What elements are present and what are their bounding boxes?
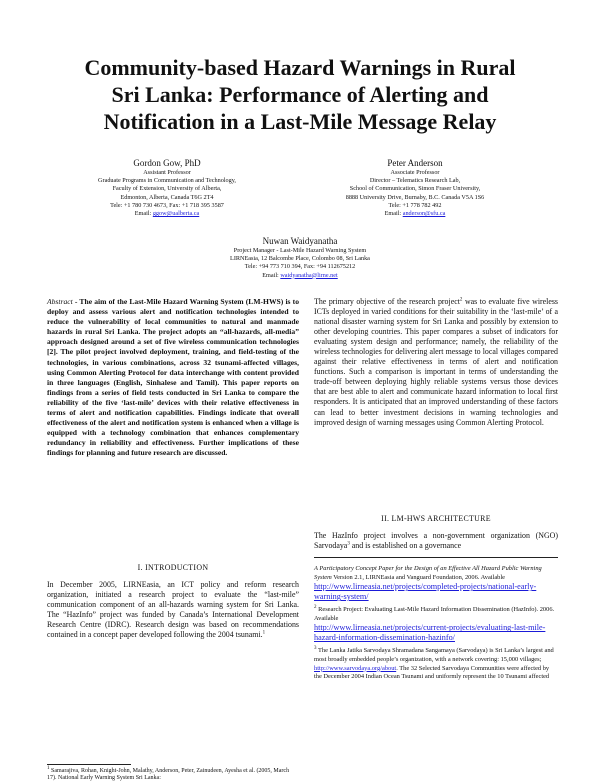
objective-text-b: was to evaluate five wireless ICTs deployed in varied conditions for their suitability in the ‘last-mile’ of a national disaster warning system for Sri Lanka and possibly by extension to other developing countries. This paper compares a subset of indicators for evaluating system design and performance; namely, the reliability of the wireless technologies for delivering alert message to local villages compared against their relative effectiveness in terms of alert and notification functions. Such a comparison is important in terms of understanding the trade-off between deploying highly reliable systems versus those devices that are best able to alert and communicate hazard information to local first responders. It is anticipated that an improved understanding of these factors can lead to better investment decisions in warning technologies and improved design of warning messages using Common Alerting Protocol.: [314, 297, 558, 427]
footnote-marker: 1: [47, 766, 50, 771]
author-faculty: School of Communication, Simon Fraser University,: [349, 185, 481, 193]
author-dept: Director – Telematics Research Lab,: [369, 177, 461, 185]
footnote-rule-left: [47, 764, 131, 765]
author-phone: Tele: +1 778 782 492: [388, 201, 442, 209]
author-email-line: [320, 210, 510, 218]
author-phone: Tele: +1 780 730 4673, Fax: +1 718 395 3587: [110, 201, 224, 209]
footnotes-right: [314, 565, 558, 682]
footnote-3: [314, 647, 558, 681]
footnote-text: Samarajiva, Rohan, Knight-John, Malathy, Anderson, Peter, Zainudeen, Ayesha et al. (2005, March 17). National Early Warning System Sri Lanka:: [47, 768, 290, 782]
architecture-paragraph: [314, 531, 558, 551]
author-role: Associate Professor: [390, 169, 440, 176]
author-dept: Graduate Programs in Communication and Technology,: [98, 177, 236, 185]
footnote-text: . The 32 Selected Sarvodaya Communities were affected by the December 2004 Indian Ocean Tsunami and uniformly represent the 10 Tsunami affected: [314, 664, 550, 681]
author-faculty: Faculty of Extension, University of Alberta,: [112, 185, 222, 193]
author-block-waidyanatha: [195, 235, 405, 280]
footnote-italic-title: A Participatory Concept Paper for the Design of an Effective All Hazard Public Warning System: [314, 565, 542, 581]
footnote-link[interactable]: http://www.lirneasia.net/projects/current-projects/evaluating-last-mile-hazard-information-dissemination-hazinfo/: [314, 623, 546, 643]
objective-paragraph: [314, 297, 558, 428]
footnote-marker: 2: [314, 605, 317, 611]
arch-text-a: The HazInfo project involves a non-government organization (NGO) Sarvodaya: [314, 531, 558, 551]
abstract: [47, 297, 299, 459]
author-name: Peter Anderson: [387, 158, 443, 168]
footnote-marker: 1: [262, 630, 266, 636]
author-email-link[interactable]: ggow@ualberta.ca: [152, 210, 200, 218]
abstract-label: Abstract: [47, 297, 73, 306]
author-address: 8888 University Drive, Burnaby, B.C. Canada V5A 1S6: [345, 193, 485, 201]
title-line-1: Community-based Hazard Warnings in Rural: [84, 55, 516, 80]
footnote-marker: 3: [347, 541, 350, 547]
footnote-1: [47, 768, 299, 783]
author-name: Nuwan Waidyanatha: [262, 236, 338, 246]
footnote-link[interactable]: http://www.sarvodaya.org/about: [314, 664, 397, 672]
footnote-text: Version 2.1, LIRNEasia and Vanguard Foundation, 2006. Available: [331, 573, 505, 581]
footnote-rule-right: [314, 557, 558, 558]
intro-text: In December 2005, LIRNEasia, an ICT policy and reform research organization, initiated a research project to evaluate the “last-mile” communication component of an all-hazards warning system for Sri Lanka. The “HazInfo” project was funded by Canada’s International Development Research Centre (IDRC). Research design was based on recommendations contained in a concept paper developed following the 2004 tsunami.: [47, 580, 299, 640]
footnote-text: Research Project: Evaluating Last-Mile Hazard Information Dissemination (HazInfo). 2006. Available: [314, 606, 555, 622]
footnote-link[interactable]: http://www.lirneasia.net/projects/completed-projects/national-early-warning-system/: [314, 582, 537, 602]
paper-title: [40, 54, 560, 135]
author-email-link[interactable]: waidyanatha@lirne.net: [280, 271, 338, 279]
footnote-1-continued: [314, 565, 558, 602]
author-block-gow: [72, 157, 262, 218]
footnote-2: [314, 606, 558, 643]
abstract-text: - The aim of the Last-Mile Hazard Warning System (LM-HWS) is to deploy and assess various alert and notification technologies intended to reduce the vulnerability of local communities to natural and manmade hazards in rural Sri Lanka. The project adopts an “all-hazards, all-media” approach designed around a set of five wireless communication technologies [2]. The pilot project involved deployment, training, and field-testing of the technologies, in various combinations, across 32 tsunami-affected villages, using Common Alerting Protocol for data interchange with content provided in three languages (English, Sinhalese and Tamil). This paper reports on findings from a series of field tests conducted in Sri Lanka to compare the reliability of the five ‘last-mile’ devices with their relative effectiveness in terms of alert and notification capabilities. Findings indicate that overall effectiveness of the alert and notification system is enhanced when a village is equipped with a technology combination that enhances complementary redundancy in reliability and effectiveness. Further implications of these findings for planning and future research are discussed.: [47, 297, 299, 458]
section-heading-introduction: I. INTRODUCTION: [137, 563, 209, 572]
author-role: Project Manager - Last-Mile Hazard Warning System: [233, 247, 367, 254]
email-label: Email:: [384, 210, 402, 218]
author-org: LIRNEasia, 12 Balcombe Place, Colombo 08, Sri Lanka: [230, 255, 370, 263]
email-label: Email:: [262, 271, 279, 279]
objective-text-a: The primary objective of the research project: [314, 297, 460, 306]
author-phone: Tele: +94 773 710 394, Fax: +94 112675212: [244, 263, 356, 271]
title-line-3: Notification in a Last-Mile Message Relay: [103, 109, 497, 134]
email-label: Email:: [134, 210, 152, 218]
author-block-anderson: [320, 157, 510, 218]
section-heading-architecture: II. LM-HWS ARCHITECTURE: [381, 514, 491, 523]
author-address: Edmonton, Alberta, Canada T6G 2T4: [120, 193, 214, 201]
author-name: Gordon Gow, PhD: [133, 158, 201, 168]
title-line-2: Sri Lanka: Performance of Alerting and: [111, 82, 489, 107]
arch-text-b: and is established on a governance: [349, 541, 462, 551]
footnote-marker: 2: [459, 297, 463, 303]
footnote-text: The Lanka Jatika Sarvodaya Shramadana Sangamaya (Sarvodaya) is Sri Lanka’s largest and most broadly embedded people’s organization, with a network covering: 15,000 villages;: [314, 647, 554, 663]
author-email-line: [195, 272, 405, 280]
author-email-link[interactable]: anderson@sfu.ca: [402, 210, 446, 218]
author-role: Assistant Professor: [143, 169, 191, 176]
footnote-marker: 3: [314, 646, 317, 652]
author-email-line: [72, 210, 262, 218]
introduction-paragraph: [47, 580, 299, 640]
